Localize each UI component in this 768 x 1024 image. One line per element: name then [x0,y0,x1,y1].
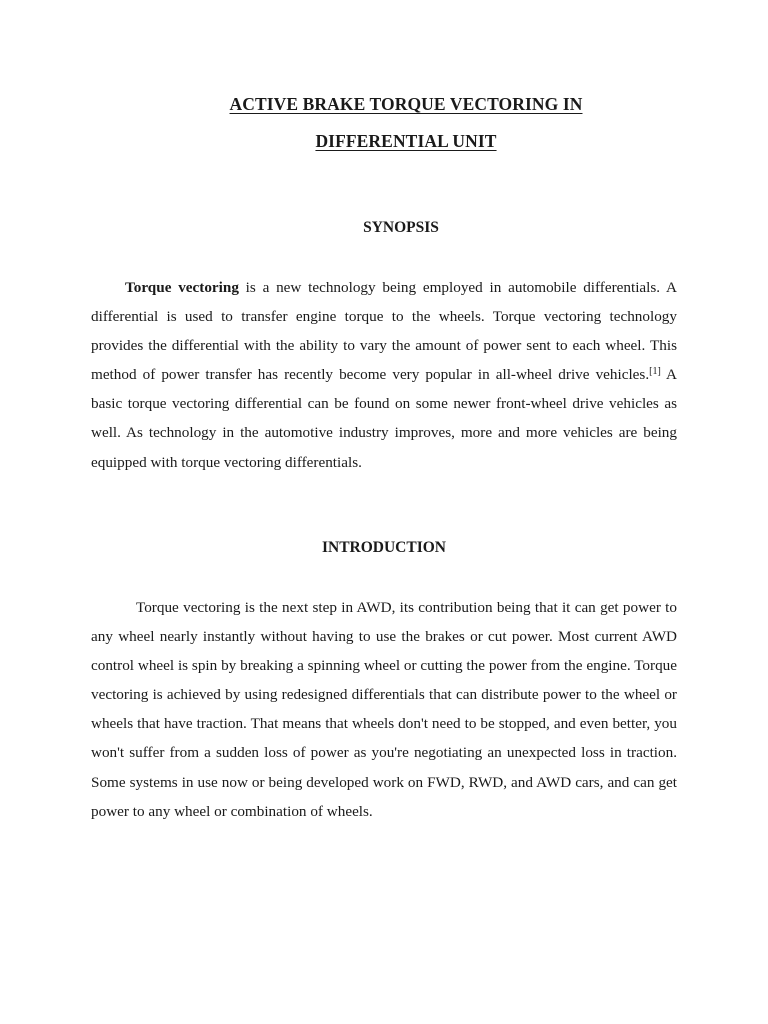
synopsis-lead-term: Torque vectoring [125,279,239,296]
synopsis-text-part-1: is a new technology being employed in automobile differentials. A differential is used to transfer engine torque to the wheels. Torque vectoring technology provides the differential with the ability to vary the amount of power sent to each wheel. This method of power transfer has recently become very popular in all-wheel drive vehicles. [91,279,677,384]
citation-marker: [1] [649,366,661,378]
synopsis-text-part-2: A basic torque vectoring differential can be found on some newer front-wheel drive vehicles as well. As technology in the automotive industry improves, more and more vehicles are being equipped with torque vectoring differentials. [91,366,677,471]
document-title-line-2: DIFFERENTIAL UNIT [315,131,497,151]
synopsis-paragraph [91,273,677,477]
document-title-line-1: ACTIVE BRAKE TORQUE VECTORING IN [229,94,583,114]
introduction-paragraph [91,593,677,826]
introduction-heading: INTRODUCTION [321,539,446,556]
introduction-text: Torque vectoring is the next step in AWD, its contribution being that it can get power to any wheel nearly instantly without having to use the brakes or cut power. Most current AWD control wheel is spin by breaking a spinning wheel or cutting the power from the engine. Torque vectoring is achieved by using redesigned differentials that can distribute power to the wheel or wheels that have traction. That means that wheels don't need to be stopped, and even better, you won't suffer from a sudden loss of power as you're negotiating an unexpected loss in traction. Some systems in use now or being developed work on FWD, RWD, and AWD cars, and can get power to any wheel or combination of wheels. [91,599,677,820]
synopsis-heading: SYNOPSIS [363,219,439,236]
